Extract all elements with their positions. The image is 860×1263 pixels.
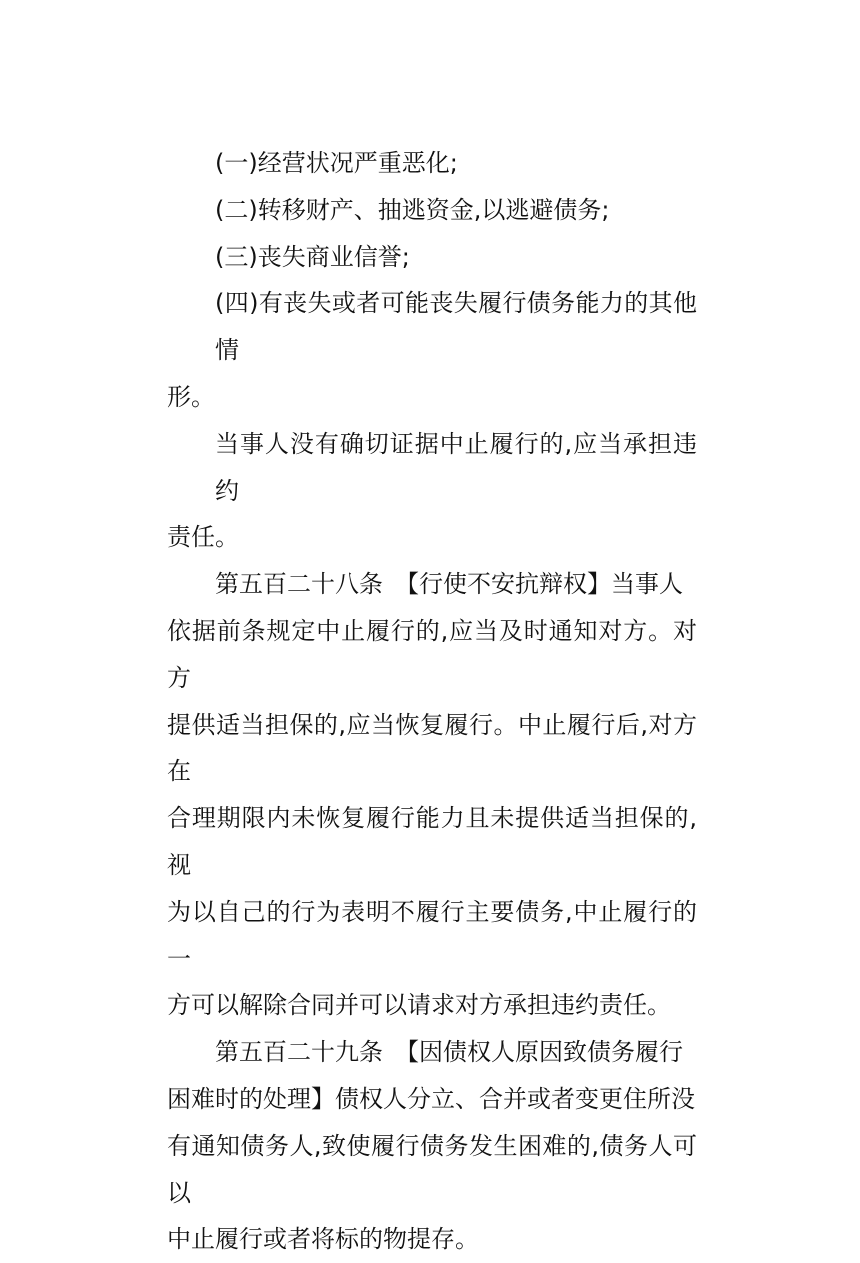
clause-item-2 <box>167 187 697 234</box>
text-line: 中止履行或者将标的物提存。 <box>167 1225 479 1254</box>
article-528 <box>167 561 697 1029</box>
text-line: 形。 <box>167 382 215 411</box>
liability-paragraph <box>167 421 697 561</box>
clause-item-4 <box>167 280 697 420</box>
text-line: (三)丧失商业信誉; <box>215 242 410 271</box>
document-page <box>167 140 697 1263</box>
text-line: 责任。 <box>167 523 239 552</box>
text-line: 有通知债务人,致使履行债务发生困难的,债务人可以 <box>167 1131 697 1207</box>
article-529 <box>167 1029 697 1263</box>
text-line: (二)转移财产、抽逃资金,以逃避债务; <box>215 195 610 224</box>
text-line: 合理期限内未恢复履行能力且未提供适当担保的,视 <box>167 804 697 879</box>
text-line: (一)经营状况严重恶化; <box>215 149 458 177</box>
clause-item-1 <box>167 140 697 187</box>
text-line: 方可以解除合同并可以请求对方承担违约责任。 <box>167 991 671 1020</box>
text-line: 依据前条规定中止履行的,应当及时通知对方。对方 <box>167 616 697 692</box>
text-line: 当事人没有确切证据中止履行的,应当承担违约 <box>215 429 697 505</box>
text-line: 第五百二十八条 【行使不安抗辩权】当事人 <box>215 570 683 599</box>
text-line: 提供适当担保的,应当恢复履行。中止履行后,对方在 <box>167 710 697 786</box>
text-line: 为以自己的行为表明不履行主要债务,中止履行的一 <box>167 897 697 973</box>
text-line: 困难时的处理】债权人分立、合并或者变更住所没 <box>167 1084 695 1113</box>
text-line: 第五百二十九条 【因债权人原因致债务履行 <box>215 1038 683 1067</box>
text-line: (四)有丧失或者可能丧失履行债务能力的其他情 <box>215 289 697 365</box>
clause-item-3 <box>167 234 697 281</box>
